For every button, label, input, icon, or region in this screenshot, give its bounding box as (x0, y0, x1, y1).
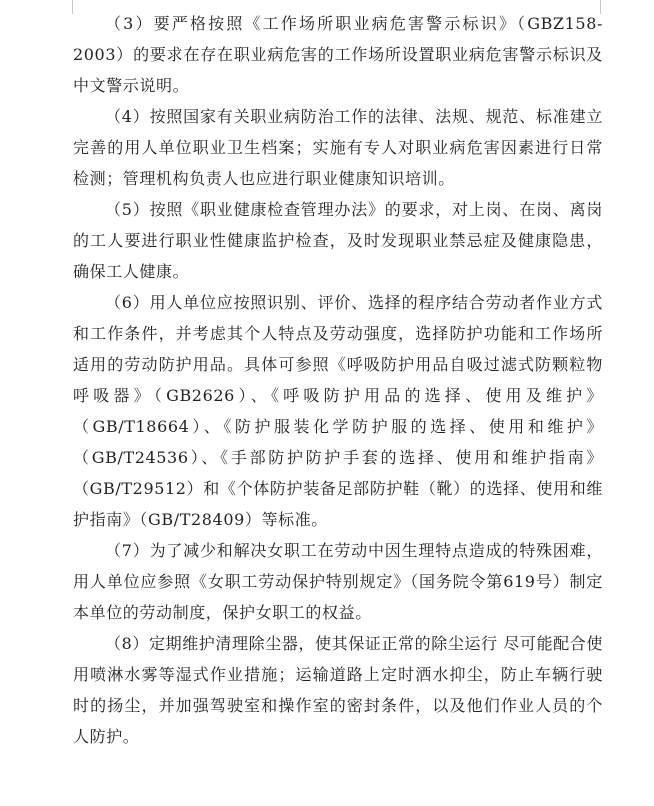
paragraph-4: （4）按照国家有关职业病防治工作的法律、法规、规范、标准建立完善的用人单位职业卫生档案；实施有专人对职业病危害因素进行日常检测；管理机构负责人也应进行职业健康知识培训。 (73, 107, 603, 188)
paragraph-7: （7）为了减少和解决女职工在劳动中因生理特点造成的特殊困难，用人单位应参照《女职工劳动保护特别规定》（国务院令第619号）制定本单位的劳动制度，保护女职工的权益。 (73, 541, 603, 622)
paragraph-8: （8）定期维护清理除尘器，使其保证正常的除尘运行 尽可能配合使用喷淋水雾等湿式作业措施；运输道路上定时洒水抑尘，防止车辆行驶时的扬尘，并加强驾驶室和操作室的密封条件，以及他们作业人员的个人防护。 (73, 634, 603, 746)
paragraph-5: （5）按照《职业健康检查管理办法》的要求，对上岗、在岗、离岗的工人要进行职业性健康监护检查，及时发现职业禁忌症及健康隐患，确保工人健康。 (73, 200, 603, 281)
document-body (73, 8, 603, 752)
paragraph-6: （6）用人单位应按照识别、评价、选择的程序结合劳动者作业方式和工作条件，并考虑其个人特点及劳动强度，选择防护功能和工作场所适用的劳动防护用品。具体可参照《呼吸防护用品自吸过滤式防颗粒物呼吸器》（GB2626）、《呼吸防护用品的选择、使用及维护》（GB/T18664）、《防护服装化学防护服的选择、使用和维护》（GB/T24536）、《手部防护防护手套的选择、使用和维护指南》（GB/T29512）和《个体防护装备足部防护鞋（靴）的选择、使用和维护指南》（GB/T28409）等标准。 (73, 293, 603, 529)
paragraph-3: （3）要严格按照《工作场所职业病危害警示标识》（GBZ158-2003）的要求在存在职业病危害的工作场所设置职业病危害警示标识及中文警示说明。 (73, 14, 603, 95)
